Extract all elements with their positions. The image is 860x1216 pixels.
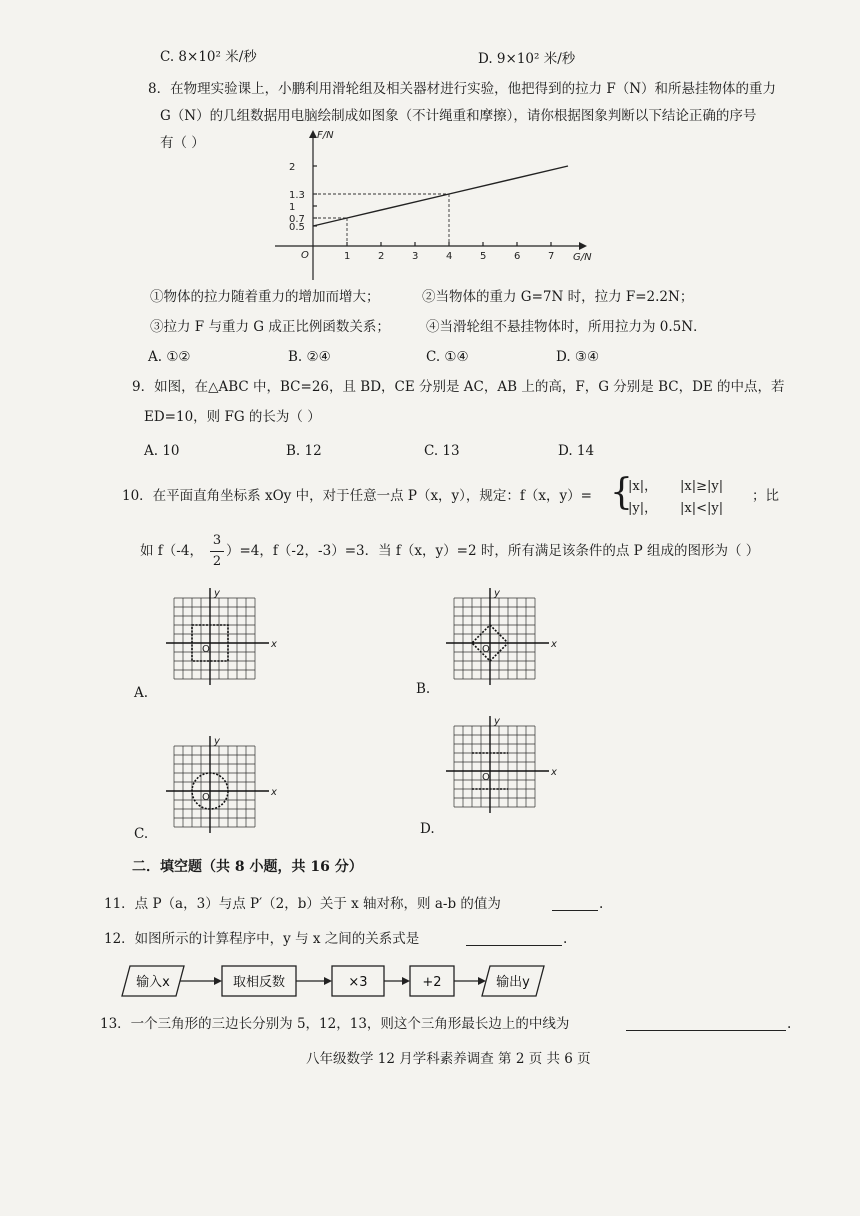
q10-fraction-bar — [210, 551, 224, 552]
origin-label: O — [482, 772, 490, 783]
q7-option-c: C. 8×10² 米/秒 — [160, 49, 257, 65]
y-axis-label: y — [494, 716, 500, 727]
q9-stem-line1: 9．如图，在△ABC 中，BC=26，且 BD，CE 分别是 AC，AB 上的高，F，G 分别是 BC，DE 的中点，若 — [132, 379, 785, 395]
q10-option-b-figure — [440, 588, 560, 702]
q8-option-c: C. ①④ — [426, 349, 469, 365]
y-tick-label: 0.7 — [289, 214, 305, 225]
q9-option-d: D. 14 — [558, 443, 595, 459]
q13-stem: 13．一个三角形的三边长分别为 5，12，13，则这个三角形最长边上的中线为 — [100, 1016, 570, 1032]
q10-case2-condition: |x|<|y| — [680, 501, 724, 516]
flow-step-label: 输入x — [136, 975, 170, 990]
q10-label-b: B. — [416, 681, 431, 697]
y-tick-label: 1 — [289, 202, 296, 213]
q8-option-d: D. ③④ — [556, 349, 600, 365]
x-tick-label: 5 — [480, 251, 487, 262]
x-tick-label: 2 — [378, 251, 385, 262]
q10-option-d-figure — [440, 716, 560, 830]
x-axis-label: x — [551, 639, 557, 650]
y-axis-label: y — [494, 588, 500, 599]
q10-case1-condition: |x|≥|y| — [680, 479, 724, 494]
page-footer: 八年级数学 12 月学科素养调查 第 2 页 共 6 页 — [306, 1051, 591, 1067]
q8-stem-line2: G（N）的几组数据用电脑绘制成如图象（不计绳重和摩擦），请你根据图象判断以下结论正确的序号 — [160, 108, 757, 124]
q8-statement-4: ④当滑轮组不悬挂物体时，所用拉力为 0.5N． — [426, 319, 707, 335]
q12-stem: 12．如图所示的计算程序中，y 与 x 之间的关系式是 — [104, 931, 420, 947]
q10-stem-prefix: 10．在平面直角坐标系 xOy 中，对于任意一点 P（x，y），规定：f（x，y）= — [122, 488, 592, 504]
q8-option-b: B. ②④ — [288, 349, 331, 365]
origin-label: O — [202, 644, 210, 655]
q12-flowchart — [118, 962, 558, 1004]
section2-heading: 二．填空题（共 8 小题，共 16 分） — [132, 859, 363, 875]
q10-label-a: A. — [134, 685, 149, 701]
q10-option-c-figure — [160, 736, 280, 850]
q10-label-d: D. — [420, 821, 435, 837]
q9-option-b: B. 12 — [286, 443, 322, 459]
y-tick-label: 0.5 — [289, 222, 305, 233]
q8-statement-3: ③拉力 F 与重力 G 成正比例函数关系； — [150, 319, 390, 335]
flow-step-label: +2 — [422, 975, 442, 990]
q9-option-a: A. 10 — [144, 443, 180, 459]
q12-answer-blank[interactable] — [466, 931, 562, 946]
flow-arrow-head — [214, 977, 222, 985]
q10-example-part1: 如 f（-4， — [140, 543, 203, 559]
piecewise-brace: { — [610, 472, 633, 513]
x-axis-arrow — [579, 242, 587, 250]
q10-option-a-figure — [160, 588, 280, 702]
q8-stem-line1: 8．在物理实验课上，小鹏利用滑轮组及相关器材进行实验，他把得到的拉力 F（N）和所悬挂物体的重力 — [148, 81, 777, 97]
x-tick-label: 3 — [412, 251, 419, 262]
q10-label-c: C. — [134, 826, 149, 842]
y-axis-label: y — [214, 588, 220, 599]
q12-period: . — [563, 931, 568, 947]
flow-step-label: 输出y — [496, 975, 530, 990]
flow-arrow-head — [402, 977, 410, 985]
q10-stem-suffix: ；比 — [752, 488, 779, 504]
q10-case1-value: |x|， — [628, 479, 658, 494]
q10-fraction-denominator: 2 — [212, 554, 222, 569]
q8-option-a: A. ①② — [148, 349, 191, 365]
x-axis-label: x — [551, 767, 557, 778]
flow-arrow-head — [324, 977, 332, 985]
q11-answer-blank[interactable] — [552, 896, 598, 911]
x-axis-label: x — [271, 639, 277, 650]
origin-label: O — [202, 792, 210, 803]
q8-force-weight-chart — [275, 128, 605, 288]
q11-stem: 11．点 P（a，3）与点 P′（2，b）关于 x 轴对称，则 a-b 的值为 — [104, 896, 501, 912]
y-axis-label: F/N — [317, 130, 334, 141]
x-axis-label: G/N — [573, 252, 592, 263]
origin-label: O — [301, 250, 309, 261]
x-tick-label: 4 — [446, 251, 453, 262]
q9-option-c: C. 13 — [424, 443, 460, 459]
q11-period: . — [599, 896, 604, 912]
x-axis-label: x — [271, 787, 277, 798]
q9-stem-line2: ED=10，则 FG 的长为（ ） — [144, 409, 321, 425]
x-tick-label: 6 — [514, 251, 521, 262]
q13-period: . — [787, 1016, 792, 1032]
q8-statement-2: ②当物体的重力 G=7N 时，拉力 F=2.2N； — [422, 289, 694, 305]
flow-step-label: ×3 — [348, 975, 368, 990]
q10-fraction-numerator: 3 — [212, 533, 222, 548]
force-weight-line — [313, 166, 568, 226]
q10-case2-value: |y|， — [628, 501, 658, 516]
y-axis-arrow — [309, 130, 317, 138]
origin-label: O — [482, 644, 490, 655]
y-axis-label: y — [214, 736, 220, 747]
q13-answer-blank[interactable] — [626, 1016, 786, 1031]
q8-statement-1: ①物体的拉力随着重力的增加而增大； — [150, 289, 380, 305]
y-tick-label: 1.3 — [289, 190, 305, 201]
q7-option-d: D. 9×10² 米/秒 — [478, 51, 576, 67]
flow-step-label: 取相反数 — [232, 975, 286, 990]
q10-example-part2: ）=4，f（-2，-3）=3．当 f（x，y）=2 时，所有满足该条件的点 P 组成的图形为（ ） — [226, 543, 760, 559]
x-tick-label: 7 — [548, 251, 555, 262]
q8-stem-line3: 有（ ） — [160, 135, 205, 151]
y-tick-label: 2 — [289, 162, 296, 173]
x-tick-label: 1 — [344, 251, 351, 262]
